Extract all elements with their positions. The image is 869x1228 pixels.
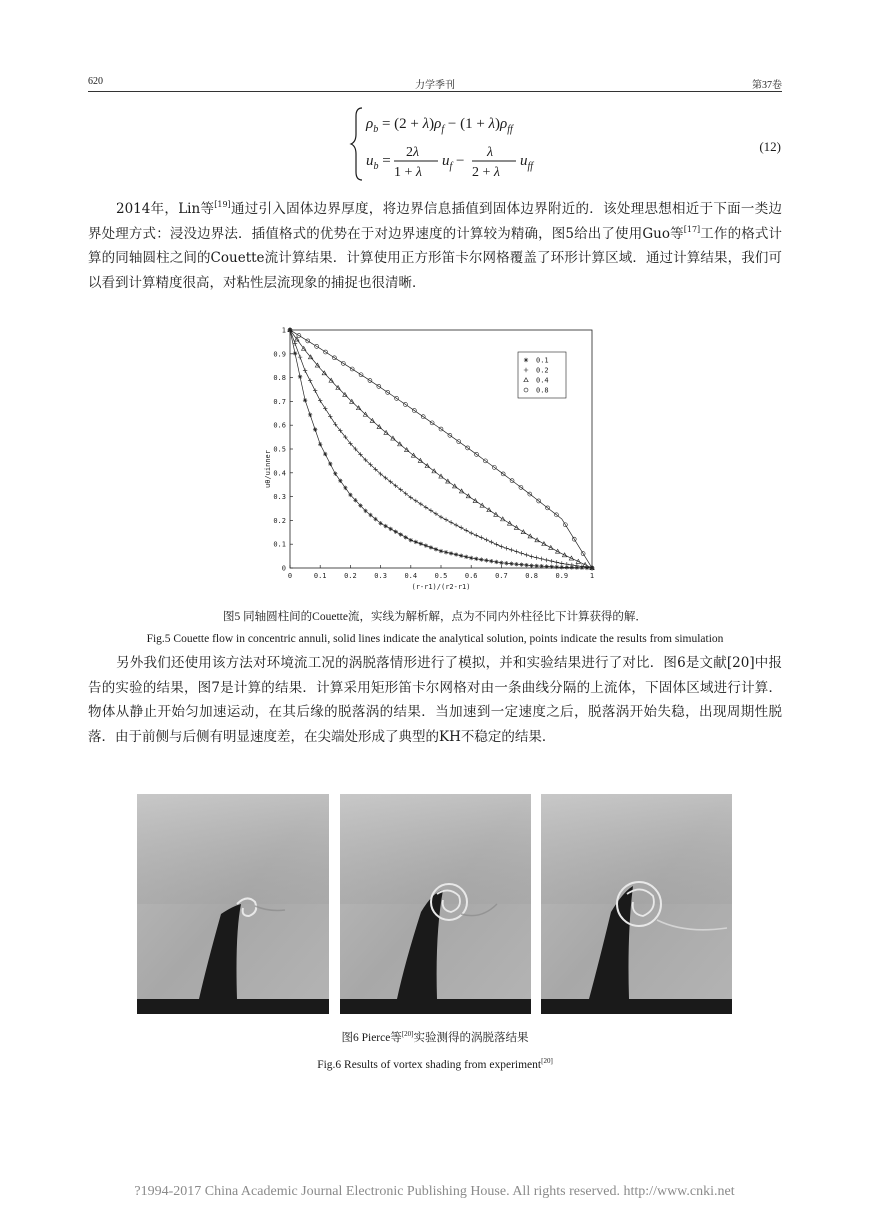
series-point-0.1 (464, 555, 468, 559)
citation-20-en: [20] (541, 1057, 553, 1065)
y-tick-label: 0.3 (273, 493, 286, 502)
y-tick-label: 1 (281, 326, 286, 335)
copyright-footer: ?1994-2017 China Academic Journal Electronic Publishing House. All rights reserved. http://www.cnki.net (134, 1184, 735, 1199)
series-point-0.2 (454, 523, 458, 527)
series-point-0.1 (560, 565, 564, 569)
svg-text:uf −: $u_f$ − (442, 153, 465, 172)
legend-label-0.2: 0.2 (536, 366, 549, 375)
citation-17: [17] (683, 224, 701, 234)
series-point-0.1 (424, 543, 428, 547)
series-point-0.2 (539, 557, 543, 561)
series-point-0.2 (514, 549, 518, 553)
series-point-0.1 (529, 563, 533, 567)
legend-label-0.8: 0.8 (536, 386, 549, 395)
journal-name: 力学季刊 (415, 80, 455, 91)
series-point-0.2 (560, 561, 564, 565)
series-point-0.1 (474, 557, 478, 561)
x-tick-label: 0.8 (525, 572, 538, 580)
series-point-0.1 (394, 530, 398, 534)
series-point-0.2 (323, 406, 327, 410)
x-tick-label: 1 (589, 572, 595, 580)
series-point-0.1 (524, 563, 528, 567)
series-point-0.1 (383, 524, 387, 528)
y-tick-label: 0.9 (273, 350, 286, 359)
x-tick-label: 0.1 (313, 572, 327, 580)
x-tick-label: 0.9 (555, 572, 569, 580)
series-point-0.2 (439, 515, 443, 519)
series-point-0.1 (494, 560, 498, 564)
series-point-0.1 (409, 538, 413, 542)
paragraph-2 (88, 651, 782, 749)
series-point-0.1 (429, 545, 433, 549)
figure-5-chart (258, 322, 608, 594)
series-point-0.1 (514, 562, 518, 566)
x-tick-label: 0.7 (495, 572, 508, 580)
x-tick-label: 0.2 (344, 572, 357, 580)
series-point-0.2 (424, 505, 428, 509)
series-point-0.2 (509, 548, 513, 552)
series-point-0.2 (565, 562, 569, 566)
series-point-0.2 (429, 508, 433, 512)
figure-6-caption-cn (88, 1029, 782, 1045)
photo-panel-2 (340, 794, 531, 1014)
series-point-0.1 (343, 486, 347, 490)
figure-5-caption-en: Fig.5 Couette flow in concentric annuli, solid lines indicate the analytical solution, points indicate the results from simulation (146, 633, 724, 645)
series-point-0.2 (419, 502, 423, 506)
x-tick-label: 0.3 (374, 572, 387, 580)
series-point-0.1 (328, 462, 332, 466)
series-point-0.2 (494, 542, 498, 546)
svg-text:uff: $u_{ff}$ (520, 153, 534, 172)
series-point-0.1 (489, 559, 493, 563)
series-point-0.1 (499, 561, 503, 565)
series-point-0.1 (555, 565, 559, 569)
figure-6-caption-en-a: Fig.6 Results of vortex shading from experiment (317, 1059, 542, 1071)
series-point-0.1 (459, 554, 463, 558)
y-tick-label: 0.6 (273, 421, 286, 430)
series-point-0.2 (328, 414, 332, 418)
series-point-0.2 (298, 355, 302, 359)
series-point-0.2 (303, 368, 307, 372)
series-point-0.2 (519, 551, 523, 555)
legend-label-0.1: 0.1 (536, 356, 549, 365)
series-point-0.1 (454, 552, 458, 556)
series-point-0.2 (534, 556, 538, 560)
y-tick-label: 0.5 (273, 445, 286, 454)
series-point-0.2 (414, 499, 418, 503)
x-axis-label: (r-r1)/(r2-r1) (411, 583, 471, 591)
series-point-0.1 (323, 452, 327, 456)
page-header (88, 76, 782, 90)
x-tick-label: 0.6 (464, 572, 478, 580)
header-rule (88, 91, 782, 92)
series-point-0.1 (338, 479, 342, 483)
series-point-0.1 (373, 517, 377, 521)
series-point-0.2 (459, 525, 463, 529)
couette-flow-chart (258, 322, 608, 594)
photo-panel-1 (137, 794, 329, 1014)
y-tick-label: 0.7 (273, 397, 286, 406)
series-point-0.2 (529, 554, 533, 558)
series-point-0.1 (550, 565, 554, 569)
series-point-0.1 (519, 562, 523, 566)
series-point-0.2 (469, 531, 473, 535)
photo-panel-3 (541, 794, 732, 1014)
figure-5-caption-cn: 图5 同轴圆柱间的Couette流，实线为解析解，点为不同内外柱径比下计算获得的解． (223, 611, 647, 623)
series-point-0.1 (444, 550, 448, 554)
series-point-0.1 (308, 413, 312, 417)
series-point-0.2 (313, 388, 317, 392)
page-number: 620 (88, 76, 103, 87)
series-point-0.1 (439, 549, 443, 553)
series-point-0.1 (484, 558, 488, 562)
volume-label: 第37卷 (752, 80, 782, 91)
y-tick-label: 0.8 (273, 374, 286, 383)
figure-6-photos (137, 794, 732, 1014)
series-point-0.1 (318, 442, 322, 446)
figure-6-caption-en (88, 1059, 782, 1071)
paragraph-1-text-a: 2014年，Lin等 (116, 201, 215, 217)
series-point-0.1 (293, 351, 297, 355)
series-point-0.2 (545, 558, 549, 562)
svg-text:1 + λ: 1 + λ (394, 165, 422, 180)
paragraph-1-text-c: 工作的格式计算的同轴圆柱之间的Couette流计算结果．计算使用正方形笛卡尔网格覆盖了环形计算区域．通过计算结果，我们可以看到计算精度很高，对粘性层流现象的捕捉也很清晰． (88, 225, 782, 291)
x-tick-label: 0.5 (434, 572, 448, 580)
series-point-0.1 (333, 472, 337, 476)
series-point-0.2 (555, 560, 559, 564)
figure-6-caption-cn-a: 图6 Pierce等 (341, 1032, 402, 1044)
series-point-0.1 (469, 556, 473, 560)
series-point-0.1 (313, 427, 317, 431)
series-point-0.1 (348, 493, 352, 497)
series-point-0.1 (368, 513, 372, 517)
svg-text:ρb = (2 + λ)ρf − (1 + λ)ρff: $\rho_b = (2 + \lambda)\rho_f - (1 + \lambda)\rho_{ff}$ (366, 116, 513, 135)
series-point-0.1 (303, 398, 307, 402)
paragraph-2-text: 另外我们还使用该方法对环境流工况的涡脱落情形进行了模拟，并和实验结果进行了对比．图6是文献[20]中报告的实验的结果，图7是计算的结果．计算采用矩形笛卡尔网格对由一条曲线分隔的上流体，下固体区域进行计算．物体从静止开始匀加速运动，在其后缘的脱落涡的结果．当加速到一定速度之后，脱落涡开始失稳，出现周期性脱落．由于前侧与后侧有明显速度差，在尖端处形成了典型的KH不稳定的结果． (88, 655, 782, 745)
series-point-0.2 (444, 518, 448, 522)
equation-number: (12) (759, 139, 781, 154)
equation-12 (348, 104, 608, 184)
y-tick-label: 0 (281, 564, 286, 573)
paragraph-1 (88, 197, 782, 295)
y-axis-label: uθ/uinner (264, 450, 272, 488)
series-point-0.2 (474, 533, 478, 537)
series-point-0.2 (550, 559, 554, 563)
paragraph-1-text-b: 通过引入固体边界厚度，将边界信息插值到固体边界附近的．该处理思想相近于下面一类边界处理方式：浸没边界法．插值格式的优势在于对边界速度的计算较为精确，图5给出了使用Guo等 (88, 201, 782, 242)
series-point-0.1 (449, 551, 453, 555)
svg-text:2 + λ: 2 + λ (472, 165, 500, 180)
series-point-0.1 (404, 535, 408, 539)
series-point-0.2 (524, 553, 528, 557)
series-point-0.1 (414, 540, 418, 544)
series-point-0.1 (298, 375, 302, 379)
y-tick-label: 0.4 (273, 469, 286, 478)
series-point-0.2 (479, 535, 483, 539)
series-point-0.2 (464, 528, 468, 532)
x-tick-label: 0 (287, 572, 293, 580)
series-point-0.2 (499, 544, 503, 548)
series-point-0.2 (449, 520, 453, 524)
series-point-0.1 (539, 564, 543, 568)
svg-text:2λ: 2λ (406, 145, 420, 160)
figure-6-caption-cn-b: 实验测得的涡脱落结果 (413, 1032, 529, 1044)
series-point-0.1 (504, 561, 508, 565)
legend-label-0.4: 0.4 (536, 376, 549, 385)
svg-text:λ: λ (487, 145, 494, 160)
x-tick-label: 0.4 (404, 572, 418, 580)
series-point-0.1 (479, 557, 483, 561)
series-point-0.2 (484, 538, 488, 542)
series-point-0.2 (318, 398, 322, 402)
series-point-0.1 (378, 521, 382, 525)
svg-text:ub =: $u_b$ = (366, 153, 391, 172)
series-point-0.1 (434, 547, 438, 551)
series-point-0.1 (419, 542, 423, 546)
series-point-0.1 (534, 564, 538, 568)
series-point-0.1 (399, 532, 403, 536)
series-point-0.1 (358, 503, 362, 507)
series-point-0.1 (388, 527, 392, 531)
series-point-0.2 (308, 378, 312, 382)
series-point-0.2 (570, 563, 574, 567)
series-point-0.1 (509, 562, 513, 566)
citation-20: [20] (401, 1030, 414, 1038)
y-tick-label: 0.1 (273, 540, 286, 549)
series-point-0.2 (434, 512, 438, 516)
y-tick-label: 0.2 (273, 516, 286, 525)
series-point-0.2 (489, 540, 493, 544)
citation-19: [19] (214, 200, 231, 209)
series-point-0.2 (504, 546, 508, 550)
